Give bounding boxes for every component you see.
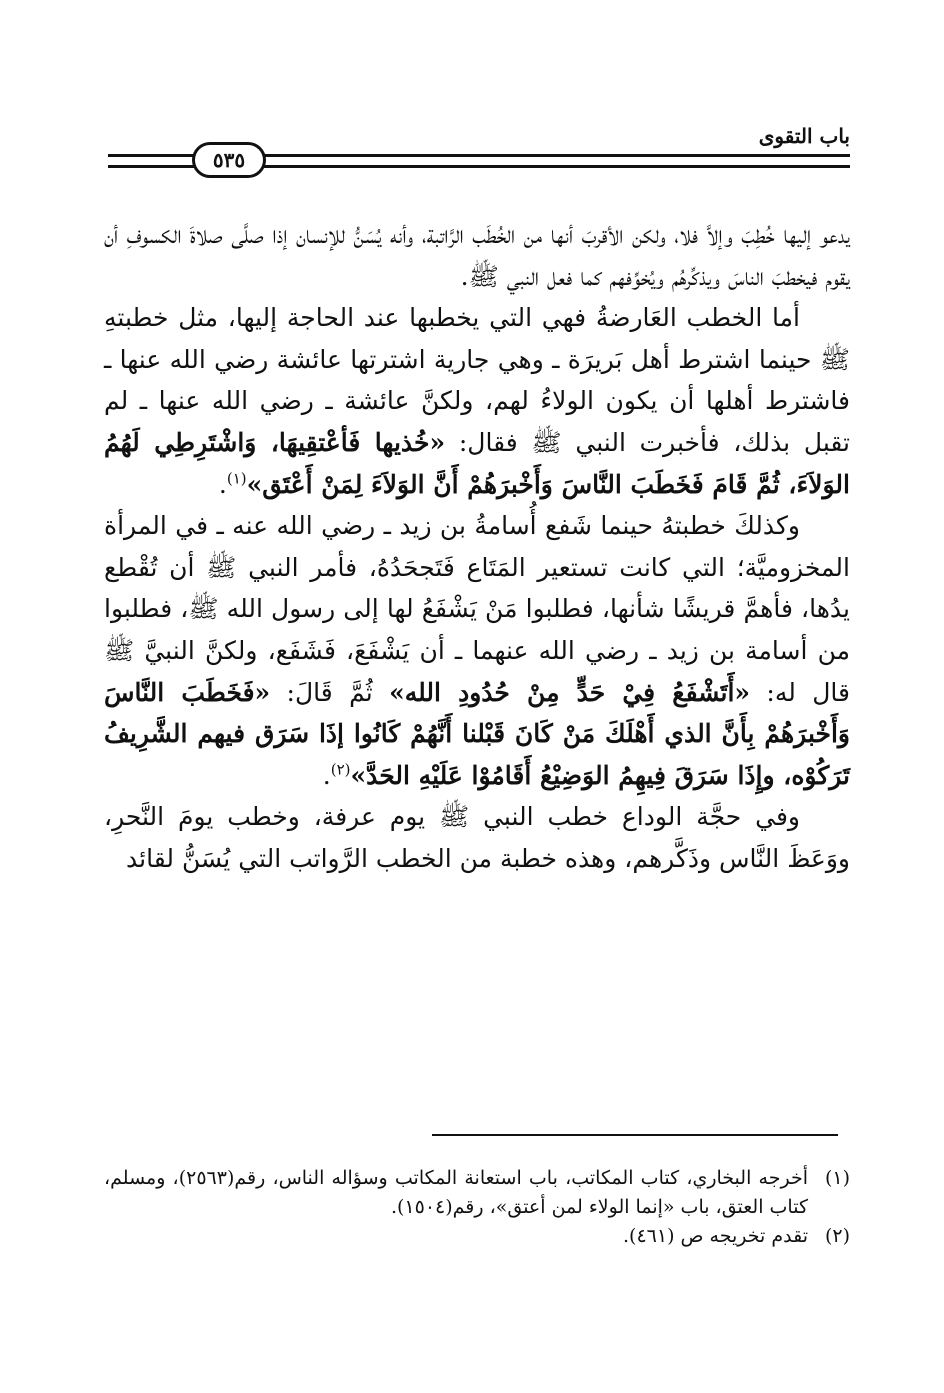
hadith-quote: «فَخَطَبَ النَّاسَ وَأَخْبرَهُمْ بِأَنَّ الذي أَهْلَكَ مَنْ كَانَ قَبْلنا أَنَّهُمْ كَانُوا إذَا سَرَق فيهم الشَّرِيفُ تَرَكُوْه، وإِذَا سَرَقَ فِيهِمُ الوَضِيْعُ أَقَامُوْا عَلَيْهِ الحَدَّ» [104,677,850,790]
paragraph-2-text: أما الخطب العَارضةُ فهي التي يخطبها عند الحاجة إليها، مثل خطبتهِ ﷺ حينما اشترط أهل بَريرَة ـ وهي جارية اشترتها عائشة رضي الله عنها ـ فاشترط أهلها أن يكون الولاءُ لهم، ولكنَّ عائشة ـ رضي الله عنها ـ لم تقبل بذلك، فأخبرت النبي ﷺ فقال: [104,303,850,457]
footnote-separator [432,1134,838,1136]
paragraph-3-connector: ثُمَّ قَالَ: [270,677,390,707]
hadith-quote: «خُذيها فَأعْتقِيهَا، وَاشْتَرِطِي لَهُمُ الوَلاَءَ، ثُمَّ قَامَ فَخَطَبَ النَّاسَ وَأَخْبرَهُمْ أَنَّ الوَلاَءَ لِمَنْ أَعْتَق» [104,427,850,499]
hadith-quote: «أَتَشْفَعُ فِيْ حَدٍّ مِنْ حُدُودِ الله» [389,677,751,707]
footnote-text: تقدم تخريجه ص (٤٦١). [623,1225,808,1247]
paragraph-4 [104,796,850,879]
footnote-ref-1: (١) [226,469,247,488]
header-rule-left [108,154,194,168]
paragraph-3 [104,505,850,796]
page-number: ٥٣٥ [192,142,266,178]
paragraph-4-text: وفي حجَّة الوداع خطب النبي ﷺ يوم عرفة، وخطب يومَ النَّحرِ، ووَعَظَ النَّاس وذَكَّرهم، وهذه خطبة من الخطب الرَّواتب التي يُسَنُّ لقائد [104,802,850,873]
paragraph-2-end: . [218,469,227,499]
footnote-2 [104,1222,850,1251]
footnote-1 [104,1164,850,1222]
paragraph-3-end: . [322,760,331,790]
page-header [108,120,850,184]
footnotes [104,1164,850,1251]
footnote-ref-2: (٢) [330,760,351,779]
chapter-title: باب التقوى [758,124,850,148]
paragraph-1 [104,214,850,297]
paragraph-2 [104,297,850,505]
footnote-number: (١) [824,1167,850,1189]
footnote-text: أخرجه البخاري، كتاب المكاتب، باب استعانة المكاتب وسؤاله الناس، رقم(٢٥٦٣)، ومسلم، كتاب العتق، باب «إنما الولاء لمن أعتق»، رقم(١٥٠٤). [104,1167,808,1218]
paragraph-3-text: وكذلكَ خطبتهُ حينما شَفع أُسامةُ بن زيد ـ رضي الله عنه ـ في المرأة المخزوميَّة؛ التي كانت تستعير المَتَاع فَتَجحَدُهُ، فأمر النبي ﷺ أن تُقْطع يدُها، فأهمَّ قريشًا شأنها، فطلبوا مَنْ يَشْفَعُ لها إلى رسول الله ﷺ، فطلبوا من أسامة بن زيد ـ رضي الله عنهما ـ أن يَشْفَعَ، فَشَفَع، ولكنَّ النبيَّ ﷺ قال له: [104,511,850,707]
main-text [104,214,850,880]
paragraph-1-text: يدعو إليها خُطِبَ وإلاَّ فلا، ولكن الأقربَ أنها من الخُطَب الرَّاتبة، وأنه يُسَنُّ للإنسان إذا صلَّى صلاةَ الكسوفِ أن يقوم فيخطبَ الناسَ ويذكِّرهُم ويُخوِّفهم كما فعل النبي ﷺ. [104,220,850,291]
header-rule [258,154,850,168]
footnote-number: (٢) [824,1225,850,1247]
